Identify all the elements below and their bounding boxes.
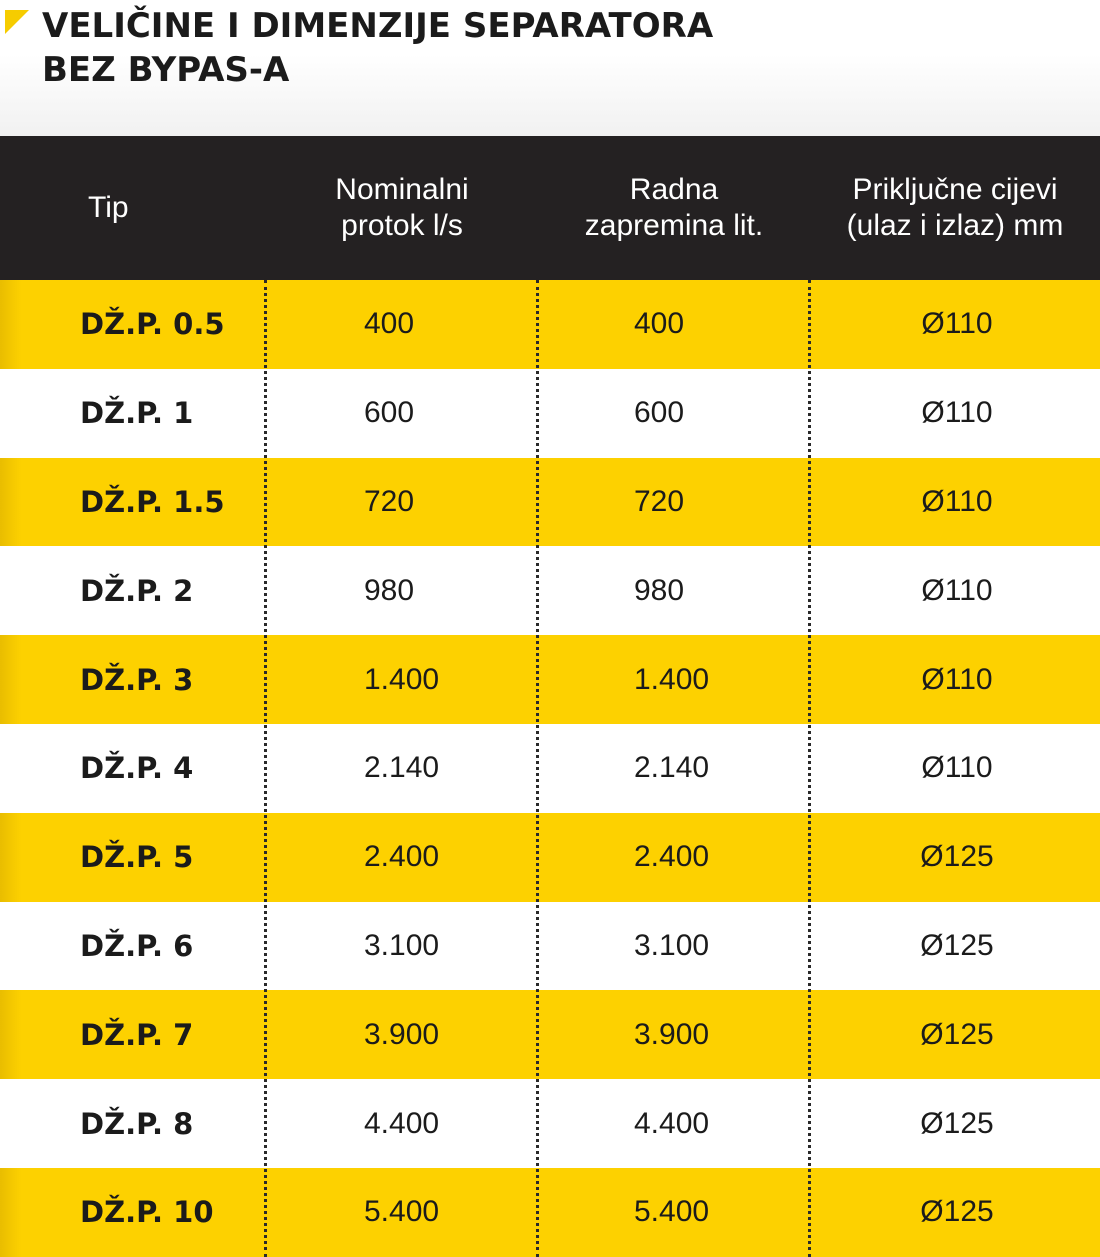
page-title: [42, 4, 713, 92]
column-divider: [808, 280, 811, 1257]
header-pipe-connections: Priključne cijevi (ulaz i izlaz) mm: [846, 173, 1064, 242]
cell-working-volume: 400: [634, 307, 685, 341]
cell-nominal-flow: 5.400: [364, 1195, 440, 1229]
cell-working-volume: 3.100: [634, 928, 710, 962]
title-band: [0, 0, 1100, 136]
cell-tip: DŽ.P. 8: [80, 1106, 194, 1141]
cell-working-volume: 2.140: [634, 751, 710, 785]
cell-pipe-diameter: Ø110: [921, 662, 993, 696]
cell-working-volume: 720: [634, 484, 685, 518]
table-row: [0, 990, 1100, 1079]
cell-tip: DŽ.P. 10: [0, 1168, 266, 1257]
cell-nominal-flow: 600: [364, 396, 415, 430]
cell-pipe-diameter: Ø125: [920, 1017, 994, 1051]
separator-table: [0, 136, 1100, 1257]
table-row: [0, 902, 1100, 991]
cell-pipe-diameter: Ø110: [921, 484, 993, 518]
cell-nominal-flow: 2.140: [364, 751, 440, 785]
cell-nominal-flow: 4.400: [364, 1106, 440, 1140]
cell-working-volume: 5.400: [634, 1195, 710, 1229]
cell-tip: DŽ.P. 1.5: [0, 458, 266, 547]
header-working-volume: Radna zapremina lit.: [584, 173, 764, 242]
cell-working-volume: 2.400: [634, 840, 710, 874]
table-row: [0, 1168, 1100, 1257]
cell-working-volume: 600: [634, 396, 685, 430]
page-title-line-1: VELIČINE I DIMENZIJE SEPARATORA: [42, 6, 714, 46]
cell-pipe-diameter: Ø110: [921, 751, 993, 785]
cell-pipe-diameter: Ø110: [921, 307, 993, 341]
corner-triangle-icon: [5, 10, 29, 34]
cell-pipe-diameter: Ø125: [920, 928, 994, 962]
column-divider: [536, 280, 539, 1257]
page-title-line-2: BEZ BYPAS-A: [42, 50, 290, 90]
cell-nominal-flow: 3.900: [364, 1017, 440, 1051]
cell-tip: DŽ.P. 7: [0, 990, 266, 1079]
cell-working-volume: 4.400: [634, 1106, 710, 1140]
table-row: [0, 280, 1100, 369]
table-row: [0, 1079, 1100, 1168]
cell-nominal-flow: 2.400: [364, 840, 440, 874]
table-row: [0, 369, 1100, 458]
table-row: [0, 813, 1100, 902]
cell-working-volume: 980: [634, 573, 685, 607]
cell-tip: DŽ.P. 2: [80, 573, 194, 608]
table-row: [0, 635, 1100, 724]
cell-pipe-diameter: Ø125: [920, 840, 994, 874]
cell-pipe-diameter: Ø125: [920, 1195, 994, 1229]
cell-tip: DŽ.P. 6: [80, 928, 194, 963]
cell-working-volume: 3.900: [634, 1017, 710, 1051]
cell-nominal-flow: 980: [364, 573, 415, 607]
table-row: [0, 458, 1100, 547]
column-divider: [264, 280, 267, 1257]
cell-nominal-flow: 1.400: [364, 662, 440, 696]
header-nominal-flow: Nominalni protok l/s: [335, 173, 469, 242]
cell-tip: DŽ.P. 4: [80, 751, 194, 786]
table-body: [0, 280, 1100, 1257]
cell-tip: DŽ.P. 3: [0, 635, 266, 724]
cell-nominal-flow: 720: [364, 484, 415, 518]
cell-pipe-diameter: Ø110: [921, 573, 993, 607]
cell-working-volume: 1.400: [634, 662, 710, 696]
cell-tip: DŽ.P. 0.5: [0, 280, 266, 369]
cell-nominal-flow: 3.100: [364, 928, 440, 962]
cell-pipe-diameter: Ø125: [920, 1106, 994, 1140]
cell-tip: DŽ.P. 1: [80, 396, 194, 431]
table-row: [0, 546, 1100, 635]
table-header: [0, 136, 1100, 280]
header-tip: Tip: [88, 191, 129, 224]
cell-pipe-diameter: Ø110: [921, 396, 993, 430]
cell-nominal-flow: 400: [364, 307, 415, 341]
cell-tip: DŽ.P. 5: [0, 813, 266, 902]
table-row: [0, 724, 1100, 813]
